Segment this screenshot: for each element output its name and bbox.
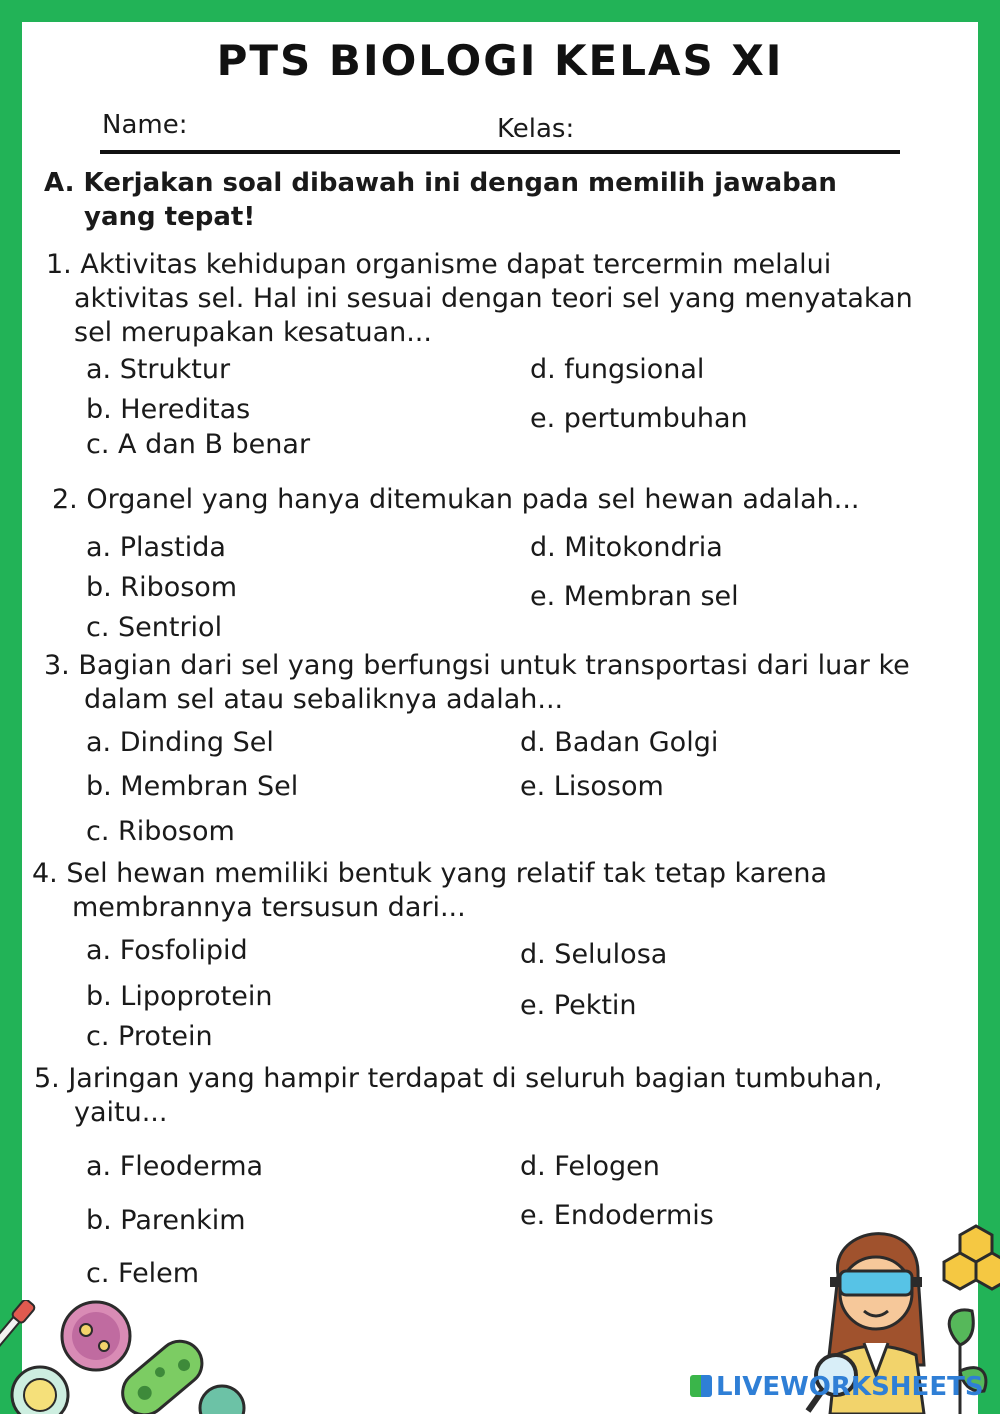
question-2: [52, 483, 860, 517]
section-instruction: [44, 166, 864, 234]
q4-option-a[interactable]: a. Fosfolipid: [86, 935, 248, 966]
question-1-line-2: aktivitas sel. Hal ini sesuai dengan teori sel yang menyatakan: [74, 283, 913, 314]
q4-option-c[interactable]: c. Protein: [86, 1021, 213, 1052]
question-5-line-1: 5. Jaringan yang hampir terdapat di seluruh bagian tumbuhan,: [34, 1063, 883, 1094]
watermark-logo-icon: [690, 1375, 712, 1397]
q3-option-b[interactable]: b. Membran Sel: [86, 771, 299, 802]
kelas-label: Kelas:: [497, 114, 575, 144]
q2-option-d[interactable]: d. Mitokondria: [530, 532, 723, 563]
q3-option-d[interactable]: d. Badan Golgi: [520, 727, 719, 758]
q2-option-e[interactable]: e. Membran sel: [530, 581, 739, 612]
q3-option-a[interactable]: a. Dinding Sel: [86, 727, 274, 758]
q4-option-d[interactable]: d. Selulosa: [520, 939, 668, 970]
microbe-illustration-icon: [0, 1300, 260, 1414]
q5-option-b[interactable]: b. Parenkim: [86, 1205, 246, 1236]
name-label: Name:: [102, 110, 188, 140]
question-2-line-1: 2. Organel yang hanya ditemukan pada sel hewan adalah...: [52, 484, 860, 515]
watermark: [690, 1372, 984, 1402]
q2-option-a[interactable]: a. Plastida: [86, 532, 226, 563]
name-line: [100, 150, 900, 154]
question-5: [34, 1062, 883, 1130]
q1-option-a[interactable]: a. Struktur: [86, 354, 231, 385]
q3-option-c[interactable]: c. Ribosom: [86, 816, 235, 847]
q5-option-a[interactable]: a. Fleoderma: [86, 1151, 264, 1182]
q5-option-d[interactable]: d. Felogen: [520, 1151, 660, 1182]
q1-option-b[interactable]: b. Hereditas: [86, 394, 251, 425]
question-3: [44, 649, 910, 717]
q4-option-e[interactable]: e. Pektin: [520, 990, 637, 1021]
section-label: A. Kerjakan soal dibawah ini dengan memilih jawaban: [44, 168, 837, 198]
question-1-line-1: 1. Aktivitas kehidupan organisme dapat tercermin melalui: [46, 249, 832, 280]
q2-option-c[interactable]: c. Sentriol: [86, 612, 223, 643]
q5-option-c[interactable]: c. Felem: [86, 1258, 200, 1289]
question-4-line-2: membrannya tersusun dari...: [72, 892, 466, 923]
section-label-cont: yang tepat!: [84, 202, 256, 232]
question-4: [32, 857, 827, 925]
q1-option-c[interactable]: c. A dan B benar: [86, 429, 311, 460]
q1-option-d[interactable]: d. fungsional: [530, 354, 705, 385]
question-1-line-3: sel merupakan kesatuan...: [74, 317, 432, 348]
q5-option-e[interactable]: e. Endodermis: [520, 1200, 714, 1231]
question-5-line-2: yaitu...: [74, 1097, 168, 1128]
q4-option-b[interactable]: b. Lipoprotein: [86, 981, 273, 1012]
watermark-text: LIVEWORKSHEETS: [716, 1372, 984, 1402]
q2-option-b[interactable]: b. Ribosom: [86, 572, 238, 603]
question-1: [46, 248, 913, 350]
question-4-line-1: 4. Sel hewan memiliki bentuk yang relatif tak tetap karena: [32, 858, 828, 889]
question-3-line-1: 3. Bagian dari sel yang berfungsi untuk transportasi dari luar ke: [44, 650, 910, 681]
page-title: PTS BIOLOGI KELAS XI: [216, 36, 784, 85]
q1-option-e[interactable]: e. pertumbuhan: [530, 403, 748, 434]
q3-option-e[interactable]: e. Lisosom: [520, 771, 664, 802]
question-3-line-2: dalam sel atau sebaliknya adalah...: [84, 684, 564, 715]
